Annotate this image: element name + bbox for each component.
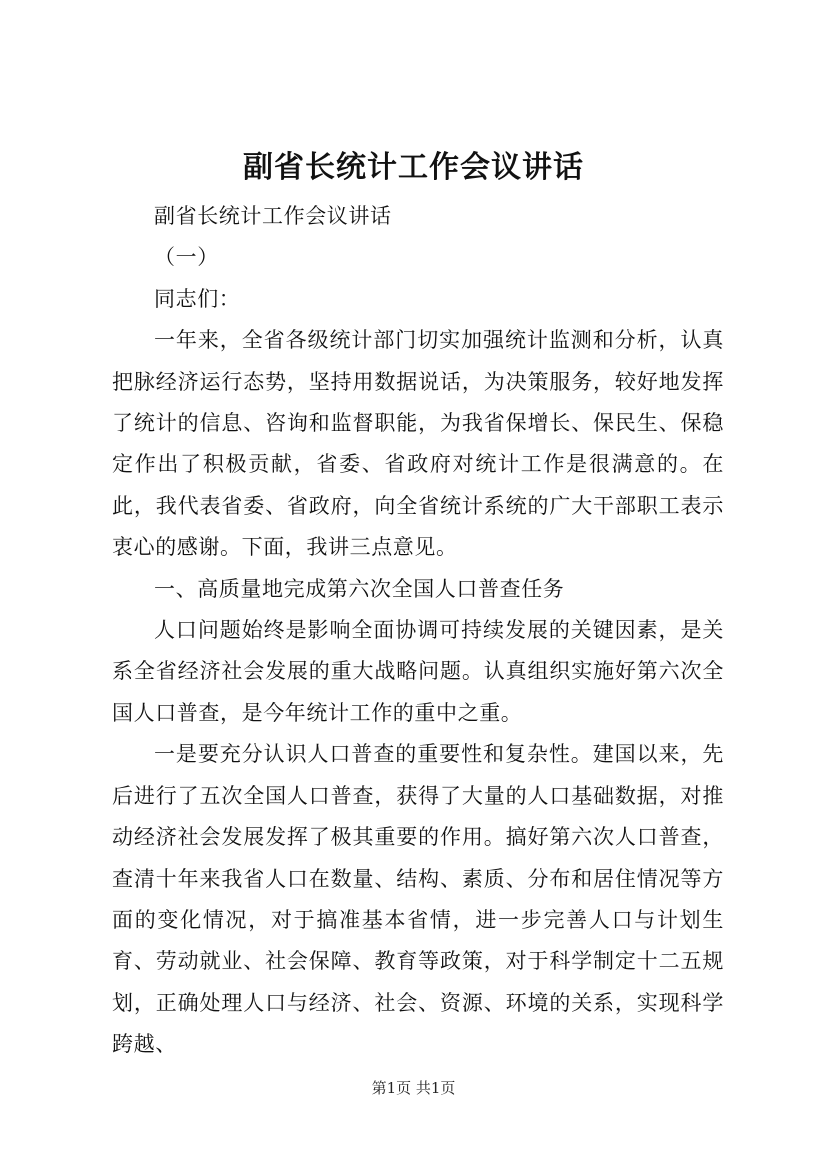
document-title: 副省长统计工作会议讲话 xyxy=(243,150,584,185)
paragraph-census-importance: 一是要充分认识人口普查的重要性和复杂性。建国以来，先后进行了五次全国人口普查，获得了大量的人口基础数据，对推动经济社会发展发挥了极其重要的作用。搞好第六次人口普查，查清十年来我省人口在数量、结构、素质、分布和居住情况等方面的变化情况，对于搞准基本省情，进一步完善人口与计划生育、劳动就业、社会保障、教育等政策，对于科学制定十二五规划，正确处理人口与经济、社会、资源、环境的关系，实现科学跨越、 xyxy=(112,742,724,1057)
paragraph-salutation: 同志们： xyxy=(154,286,241,311)
paragraph-heading-one: 一、高质量地完成第六次全国人口普查任务 xyxy=(154,576,565,601)
page-footer: 第1页 共1页 xyxy=(371,1079,456,1097)
paragraph-population-issue: 人口问题始终是影响全面协调可持续发展的关键因素，是关系全省经济社会发展的重大战略问题。认真组织实施好第六次全国人口普查，是今年统计工作的重中之重。 xyxy=(112,618,724,725)
paragraph-subtitle: 副省长统计工作会议讲话 xyxy=(154,204,392,228)
document-body xyxy=(112,196,724,1066)
paragraph-section-number: （一） xyxy=(154,245,219,270)
paragraph-intro: 一年来，全省各级统计部门切实加强统计监测和分析，认真把脉经济运行态势，坚持用数据说话，为决策服务，较好地发挥了统计的信息、咨询和监督职能，为我省保增长、保民生、保稳定作出了积极贡献，省委、省政府对统计工作是很满意的。在此，我代表省委、省政府，向全省统计系统的广大干部职工表示衷心的感谢。下面，我讲三点意见。 xyxy=(112,328,724,560)
